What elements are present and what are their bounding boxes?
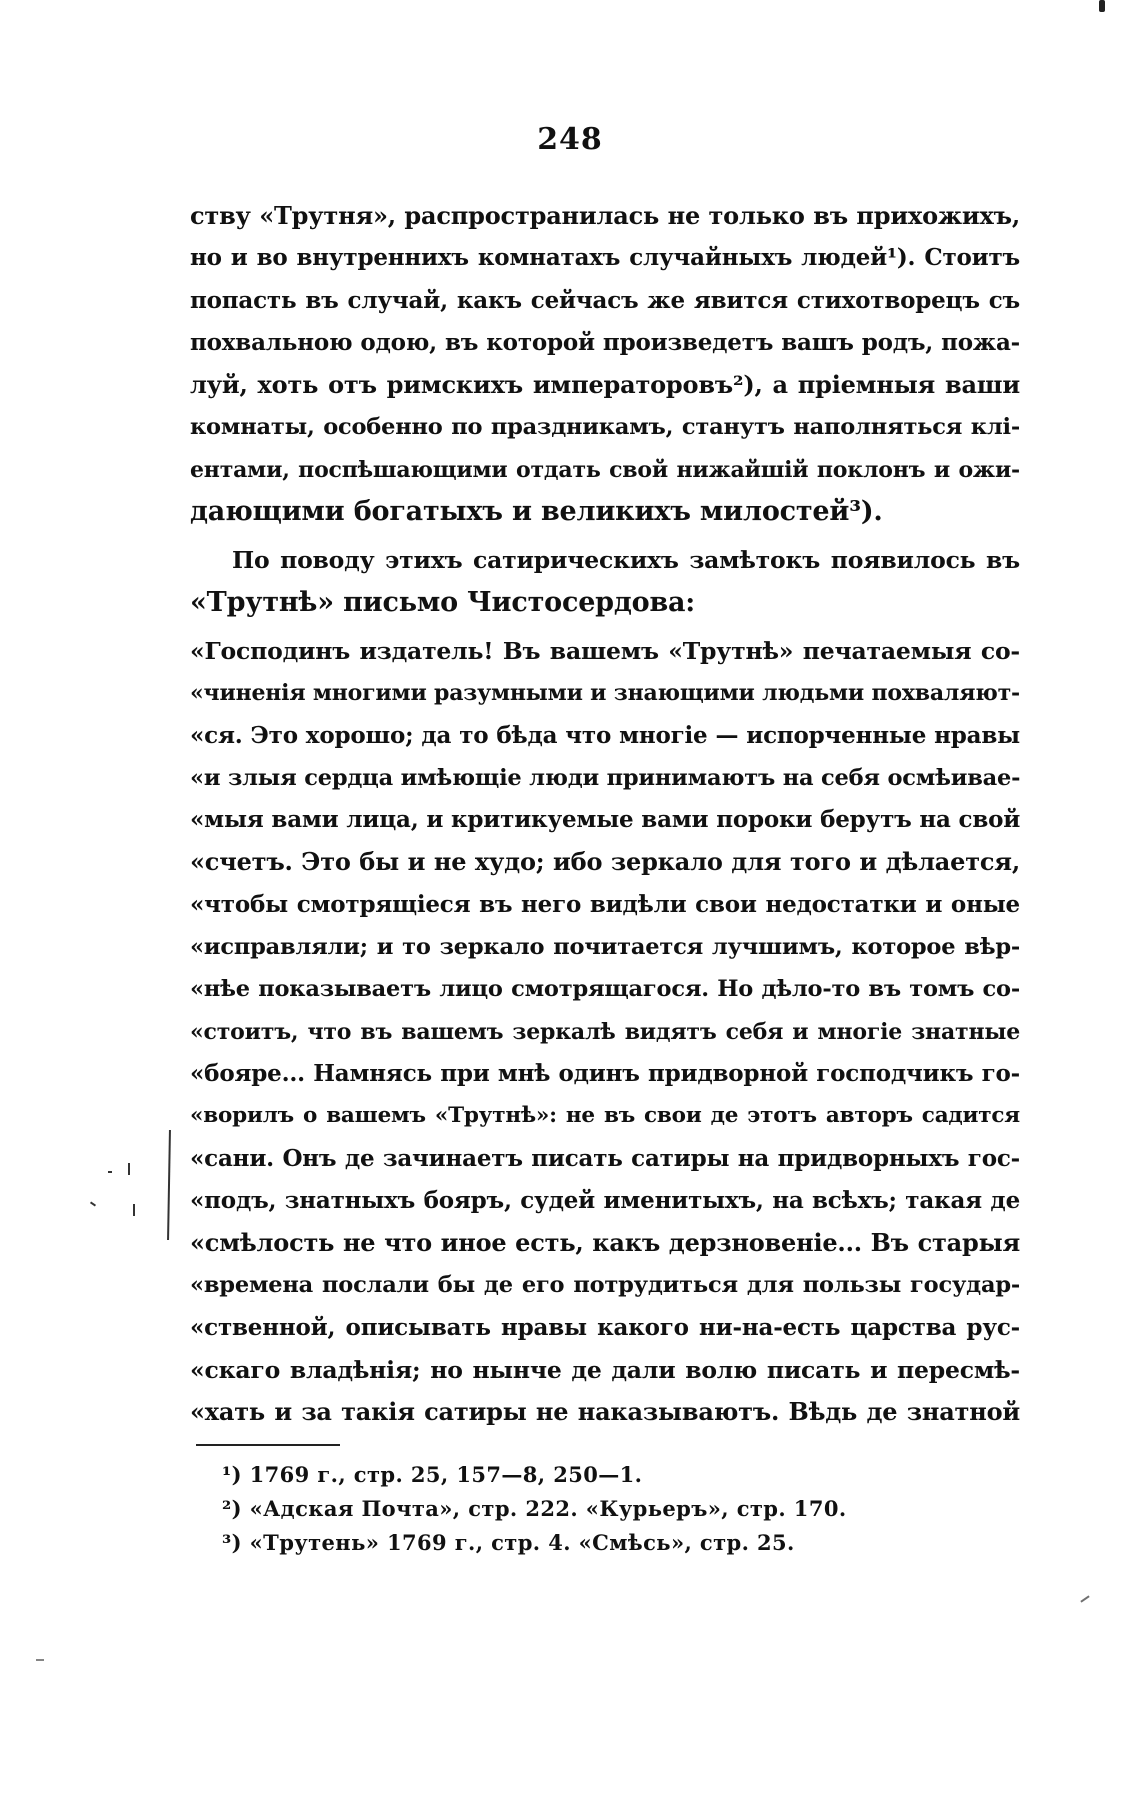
text-line: «сани. Онъ де зачинаетъ писать сатиры на придворныхъ гос- [190, 1144, 1020, 1172]
text-line: «времена послали бы де его потрудиться для пользы государ- [190, 1272, 1020, 1299]
text-line: «мыя вами лица, и критикуемые вами пороки берутъ на свой [190, 806, 1020, 834]
text-line: По поводу этихъ сатирическихъ замѣтокъ появилось въ [232, 546, 1020, 575]
text-line: «ся. Это хорошо; да то бѣда что многіе — испорченные нравы [190, 721, 1020, 749]
text-line: «подъ, знатныхъ бояръ, судей именитыхъ, на всѣхъ; такая де [190, 1186, 1020, 1214]
page-number: 248 [537, 122, 603, 157]
text-line: «скаго владѣнія; но нынче де дали волю писать и пересмѣ- [190, 1356, 1020, 1385]
text-line: комнаты, особенно по праздникамъ, станутъ наполняться клі- [190, 414, 1020, 441]
footnote: ¹) 1769 г., стр. 25, 157—8, 250—1. [222, 1462, 643, 1487]
text-line: «ворилъ о вашемъ «Трутнѣ»: не въ свои де этотъ авторъ садится [190, 1103, 1020, 1129]
body-text [190, 195, 1020, 1434]
text-line: «чтобы смотрящіеся въ него видѣли свои недостатки и оные [190, 890, 1020, 918]
text-line: ству «Трутня», распространилась не только въ прихожихъ, [190, 201, 1020, 230]
text-line: «Трутнѣ» письмо Чистосердова: [190, 586, 696, 618]
margin-pencil-mark [133, 1204, 135, 1216]
text-line: «хать и за такія сатиры не наказываютъ. Вѣдь де знатной [190, 1397, 1020, 1427]
margin-pencil-mark [108, 1171, 112, 1173]
text-line: «нѣе показываетъ лицо смотрящагося. Но дѣло-то въ томъ со- [190, 976, 1020, 1003]
margin-pencil-mark [90, 1201, 96, 1206]
margin-pencil-mark [1080, 1595, 1089, 1602]
text-line: «ственной, описывать нравы какого ни-на-есть царства рус- [190, 1313, 1020, 1341]
text-line: дающими богатыхъ и великихъ милостей³). [190, 496, 883, 528]
text-line: ентами, поспѣшающими отдать свой нижайшій поклонъ и ожи- [190, 456, 1020, 483]
text-line: «бояре... Намнясь при мнѣ одинъ придворной господчикъ го- [190, 1059, 1020, 1087]
text-line: «и злыя сердца имѣющіе люди принимаютъ на себя осмѣивае- [190, 764, 1020, 791]
margin-pencil-mark [36, 1659, 44, 1661]
footnote: ²) «Адская Почта», стр. 222. «Курьеръ», стр. 170. [222, 1496, 847, 1521]
text-line: «смѣлость не что иное есть, какъ дерзновеніе... Въ старыя [190, 1228, 1020, 1258]
scan-speck [1099, 0, 1105, 12]
text-line: «стоитъ, что въ вашемъ зеркалѣ видятъ себя и многіе знатные [190, 1018, 1020, 1045]
text-line: луй, хоть отъ римскихъ императоровъ²), а пріемныя ваши [190, 370, 1020, 400]
margin-pencil-mark [128, 1163, 130, 1175]
text-line: похвальною одою, въ которой произведетъ вашъ родъ, пожа- [190, 328, 1020, 356]
text-line: «исправляли; и то зеркало почитается лучшимъ, которое вѣр- [190, 934, 1020, 961]
text-line: но и во внутреннихъ комнатахъ случайныхъ людей¹). Стоитъ [190, 244, 1020, 272]
footnote-rule [196, 1444, 340, 1446]
footnote: ³) «Трутень» 1769 г., стр. 4. «Смѣсь», стр. 25. [222, 1530, 795, 1555]
text-line: попасть въ случай, какъ сейчасъ же явится стихотворецъ съ [190, 286, 1020, 314]
margin-bracket-mark [167, 1130, 171, 1240]
text-line: «счетъ. Это бы и не худо; ибо зеркало для того и дѣлается, [190, 847, 1020, 877]
text-line: «чиненія многими разумными и знающими людьми похваляют- [190, 680, 1020, 707]
footnotes [222, 1458, 1022, 1560]
text-line: «Господинъ издатель! Въ вашемъ «Трутнѣ» печатаемыя со- [190, 636, 1020, 665]
